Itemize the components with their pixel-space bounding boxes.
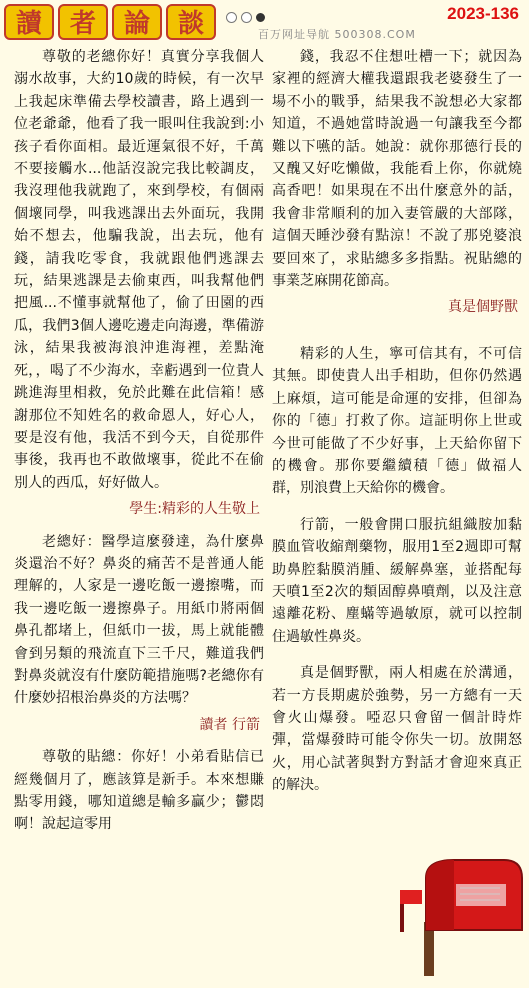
letter-text: 尊敬的貼總：你好！小弟看貼信已經幾個月了，應該算是新手。本來想賺點零用錢，哪知道總是輸多贏少；鬱悶啊！說起這零用	[14, 749, 264, 833]
column-title	[4, 4, 216, 40]
circle-icon	[241, 12, 252, 23]
site-watermark: 百万网址导航 500308.COM	[258, 28, 416, 41]
title-char: 論	[112, 4, 162, 40]
filled-circle-icon	[256, 13, 265, 22]
letter-signature: 真是個野獸	[448, 299, 518, 316]
reply-text: 精彩的人生，寧可信其有，不可信其無。即使貴人出手相助，但你仍然遇上麻煩，這可能是命運的安排，但卻為你的「德」打救了你。這証明你上世或今世可能做了不少好事，上天給你留下的機會。那你要繼續積「德」做福人群，別浪費上天給你的機會。	[272, 345, 522, 497]
letter-signature: 學生:精彩的人生敬上	[129, 501, 260, 518]
letter-signature: 讀者 行箭	[199, 716, 260, 733]
mailbox-icon	[396, 852, 524, 976]
circle-icon	[226, 12, 237, 23]
right-column	[272, 46, 522, 797]
issue-number: 2023-136	[447, 4, 519, 23]
letter-text: 尊敬的老總你好！真實分享我個人溺水故事，大約10歲的時候，有一次早上我起床準備去學校讀書，路上遇到一位老爺爺，他看了我一眼叫住我說到:小孩子看你面相。最近運氣很不好，千萬不要接觸水...他話沒說完我比較調皮，我沒理他我就跑了，來到學校，有個兩個壞同學，叫我逃課出去外面玩，我開始不想去，他騙我說，出去玩，他有錢，請我吃零食，我就跟他們逃課去玩，結果逃課是去偷東西，叫我幫他們把風...不懂事就幫他了，偷了田園的西瓜，我們3個人邊吃邊走向海邊，準備游泳，結果我被海浪沖進海裡，差點淹死，，喝了不少海水，幸虧遇到一位貴人跳進海里相救，免於此難在此信箱！感謝那位不知姓名的救命恩人，好心人，要是沒有他，我活不到今天，自從那件事後，我再也不敢做壞事，從此不在偷別人的西瓜，好好做人。	[14, 49, 264, 491]
title-char: 談	[166, 4, 216, 40]
title-char: 讀	[4, 4, 54, 40]
decorative-dots	[226, 12, 265, 23]
letter-text: 老總好：醫學這麼發達，為什麼鼻炎還治不好？鼻炎的痛苦不是普通人能理解的，人家是一邊吃飯一邊擦嘴，而我一邊吃飯一邊擦鼻子。用紙巾將兩個鼻孔都堵上，但紙巾一拔，馬上就能體會到另類的飛流直下三千尺，難道我們對鼻炎就沒有什麼防範措施嗎?老總你有什麼妙招根治鼻炎的方法嗎？	[14, 533, 264, 707]
reply-text: 行箭，一般會開口服抗組織胺加黏膜血管收縮劑藥物，服用1至2週即可幫助鼻腔黏膜消腫、緩解鼻塞，並搭配每天噴1至2次的類固醇鼻噴劑，以及注意遠離花粉、塵蟎等過敏原，就可以控制住過敏性鼻炎。	[272, 516, 522, 645]
reply-text: 真是個野獸，兩人相處在於溝通，若一方長期處於強勢，另一方總有一天會火山爆發。啞忍只會留一個計時炸彈，當爆發時可能令你失一切。放開怒火，用心試著與對方對話才會迎來真正的解決。	[272, 665, 522, 794]
left-column	[14, 46, 264, 836]
letter-text: 錢，我忍不住想吐槽一下；就因為家裡的經濟大權我還跟我老婆發生了一場不小的戰爭，結果我不說想必大家都知道，不過她當時說過一句讓我至今都難以下嚥的話。她說：就你那德行長的又醜又好吃懶做，我能看上你，你就燒高香吧！如果現在不出什麼意外的話，我會非常順利的加入妻管嚴的大部隊，這個天睡沙發有點涼！不說了那兇婆浪要回來了，求貼總多多指點。祝貼總的事業芝麻開花節高。	[272, 49, 522, 290]
title-char: 者	[58, 4, 108, 40]
header	[0, 0, 529, 44]
